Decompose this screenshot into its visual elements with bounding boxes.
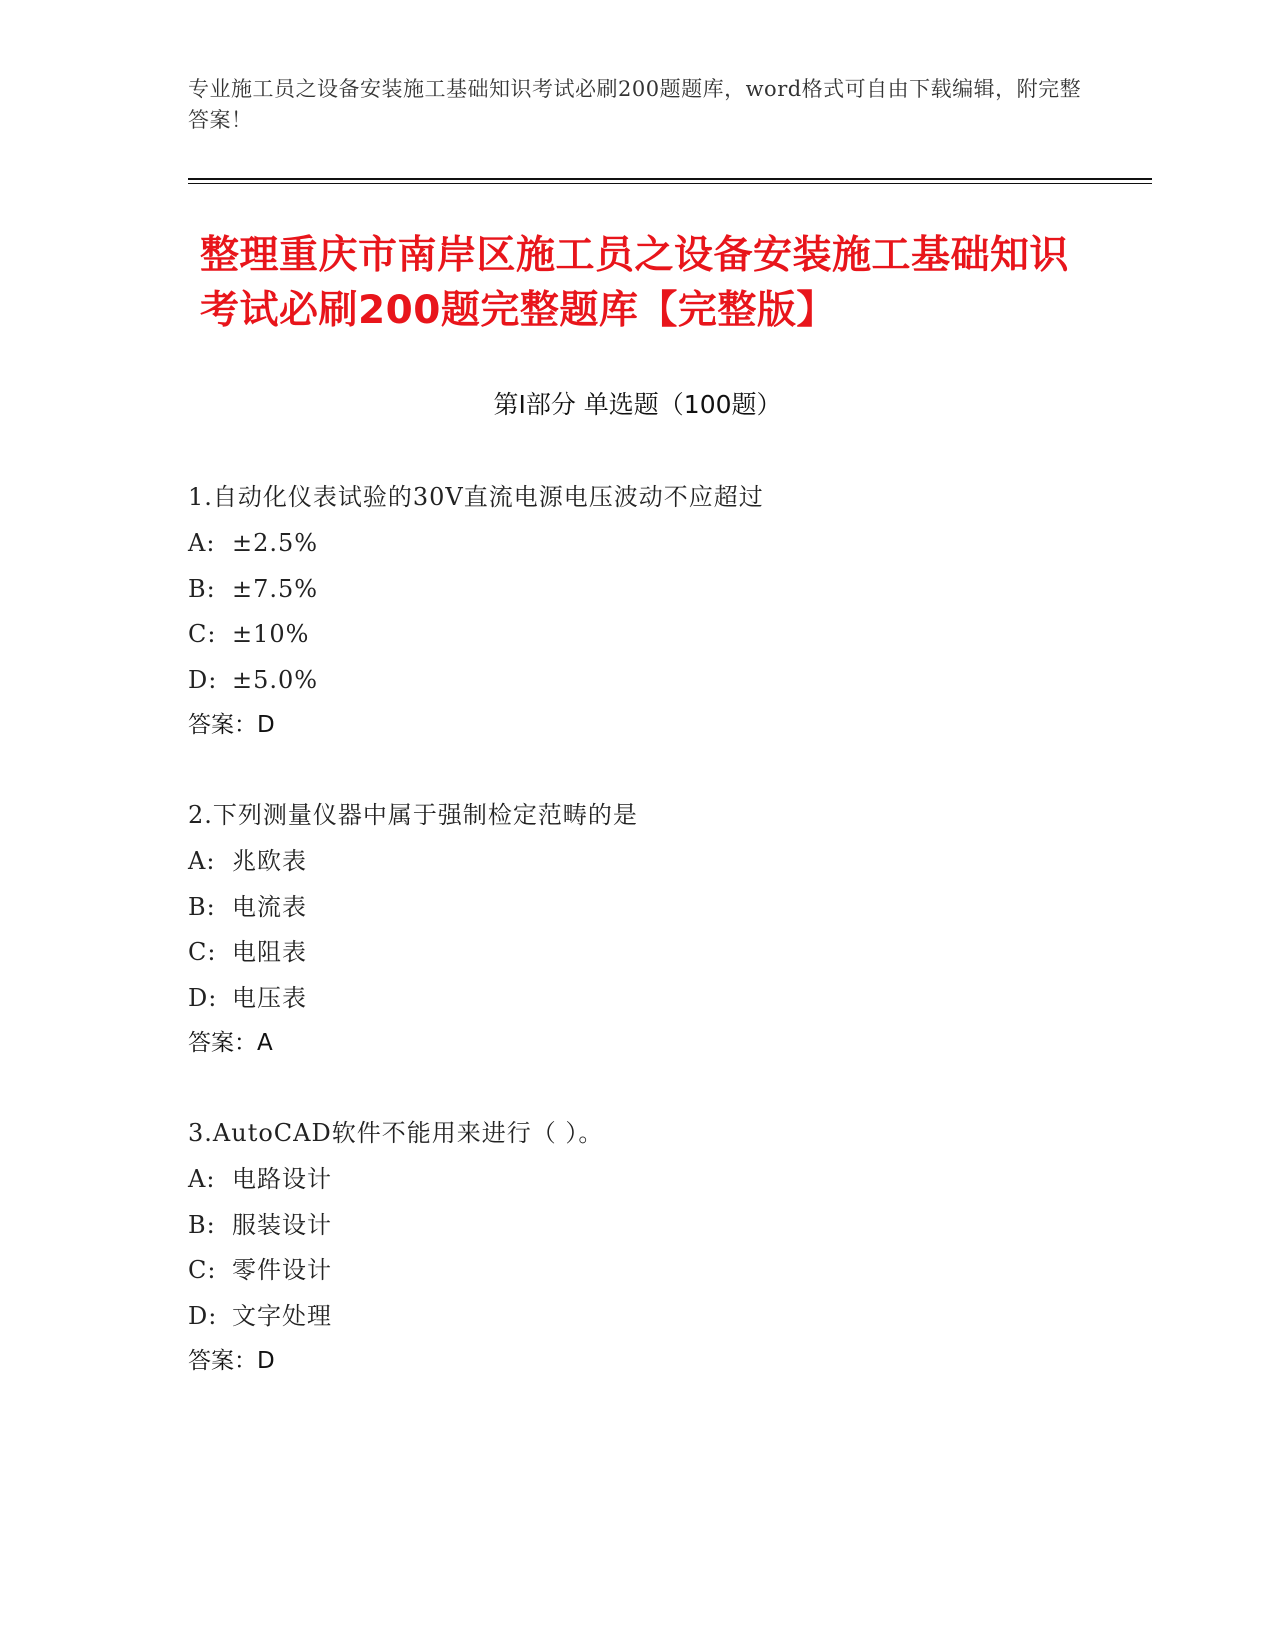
option-text: ±2.5% [232,529,319,557]
header-divider-thick [188,178,1152,180]
option-d [188,981,1148,1027]
option-letter: D: [188,983,218,1012]
option-d [188,1299,1148,1345]
option-b [188,1208,1148,1254]
answer-prefix: 答案： [188,1348,257,1374]
option-a [188,526,1148,572]
answer-prefix: 答案： [188,1030,257,1056]
option-letter: A: [188,529,216,557]
option-letter: C: [188,620,217,648]
question-stem: 2.下列测量仪器中属于强制检定范畴的是 [188,801,638,829]
option-text: 电流表 [232,892,307,921]
option-text: 文字处理 [232,1301,332,1330]
option-letter: B: [188,1210,216,1239]
option-text: 零件设计 [232,1256,332,1284]
option-c [188,935,1148,981]
option-b [188,572,1148,618]
question-stem: 3.AutoCAD软件不能用来进行（ ）。 [188,1119,604,1147]
option-text: 兆欧表 [232,847,307,875]
header-note: 专业施工员之设备安装施工基础知识考试必刷200题题库，word格式可自由下载编辑，附完整答案！ [188,77,1082,132]
option-c [188,617,1148,663]
option-text: ±10% [232,620,310,648]
option-letter: B: [188,574,216,603]
option-letter: C: [188,1256,217,1284]
option-text: 服装设计 [232,1210,332,1239]
option-letter: D: [188,1301,218,1330]
option-b [188,890,1148,936]
answer-line [188,1344,1148,1388]
answer-line [188,1026,1148,1070]
answer-value: D [257,712,275,738]
option-c [188,1253,1148,1299]
header-divider-thin [188,183,1152,184]
question-1 [188,480,1148,752]
option-a [188,1162,1148,1208]
option-letter: D: [188,665,218,694]
answer-line [188,708,1148,752]
question-stem: 1.自动化仪表试验的30V直流电源电压波动不应超过 [188,483,764,511]
document-title: 整理重庆市南岸区施工员之设备安装施工基础知识考试必刷200题完整题库【完整版】 [200,233,1070,333]
answer-prefix: 答案： [188,712,257,738]
answer-value: D [257,1348,275,1374]
option-letter: A: [188,1165,216,1193]
question-3 [188,1116,1148,1388]
option-letter: A: [188,847,216,875]
option-a [188,844,1148,890]
option-d [188,663,1148,709]
option-text: ±5.0% [232,665,319,694]
option-text: 电阻表 [232,938,307,966]
answer-value: A [257,1030,273,1056]
option-text: ±7.5% [232,574,319,603]
option-text: 电路设计 [232,1165,332,1193]
option-letter: B: [188,892,216,921]
option-letter: C: [188,938,217,966]
option-text: 电压表 [232,983,307,1012]
question-2 [188,798,1148,1070]
section-title: 第Ⅰ部分 单选题（100题） [493,390,782,419]
